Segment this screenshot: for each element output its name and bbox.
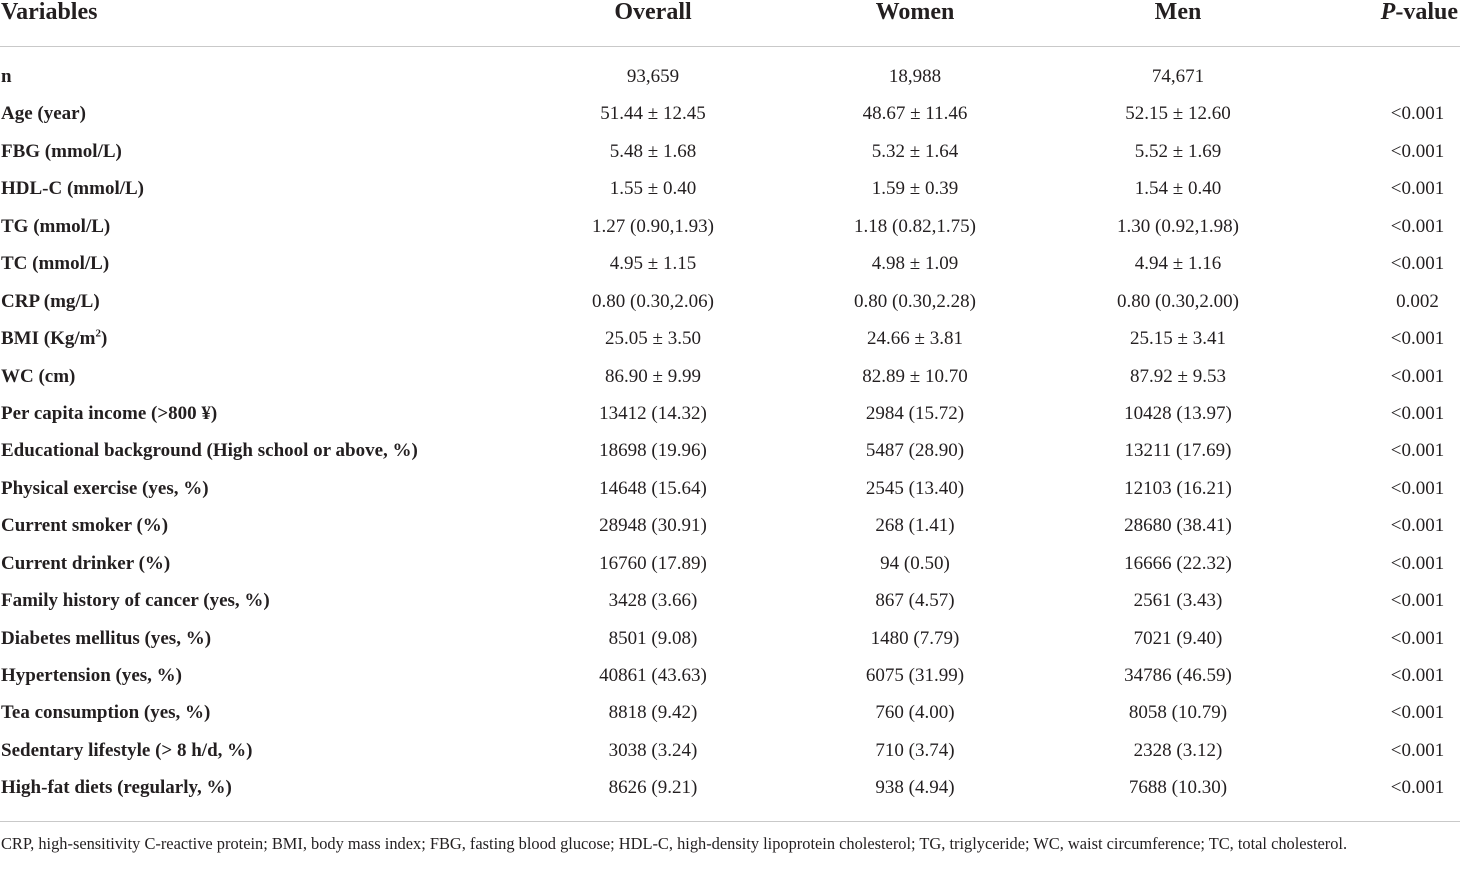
- cell-overall: 18698 (19.96): [599, 440, 707, 462]
- row-label: [1, 664, 182, 688]
- cell-men: 1.30 (0.92,1.98): [1117, 215, 1239, 237]
- cell-p-value: <0.001: [1390, 590, 1445, 612]
- cell-p-value: <0.001: [1390, 440, 1445, 462]
- cell-men: 52.15 ± 12.60: [1125, 103, 1231, 125]
- row-label: [1, 365, 75, 389]
- cell-overall: 16760 (17.89): [599, 552, 707, 574]
- cell-overall: 28948 (30.91): [599, 515, 707, 537]
- row-label-text: CRP (mg/L): [1, 290, 100, 312]
- row-label: [1, 65, 12, 89]
- cell-women: 760 (4.00): [875, 702, 955, 724]
- row-label-text: TG (mmol/L): [1, 215, 111, 237]
- table-row: [0, 433, 1460, 470]
- row-label-superscript: 2: [95, 327, 101, 340]
- row-label-text: HDL-C (mmol/L): [1, 178, 145, 200]
- cell-overall: 4.95 ± 1.15: [609, 253, 697, 275]
- row-label-text: High-fat diets (regularly, %): [1, 777, 232, 799]
- cell-p-value: <0.001: [1390, 140, 1445, 162]
- cell-overall: 8501 (9.08): [608, 627, 698, 649]
- cell-women: 938 (4.94): [875, 777, 955, 799]
- table-header: [0, 0, 1460, 47]
- cell-men: 5.52 ± 1.69: [1134, 140, 1222, 162]
- row-label: [1, 140, 122, 164]
- cell-women: 2984 (15.72): [865, 402, 965, 424]
- table-row: [0, 471, 1460, 508]
- cell-men: 13211 (17.69): [1124, 440, 1232, 462]
- cell-p-value: <0.001: [1390, 215, 1445, 237]
- cell-overall: 40861 (43.63): [599, 665, 707, 686]
- row-label-text: Hypertension (yes, %): [1, 665, 183, 686]
- cell-overall: 0.80 (0.30,2.06): [592, 290, 714, 312]
- table-row: [0, 621, 1460, 658]
- header-overall: Overall: [614, 0, 692, 25]
- cell-men: 25.15 ± 3.41: [1130, 328, 1226, 350]
- cell-women: 268 (1.41): [875, 515, 955, 537]
- cell-p-value: <0.001: [1390, 402, 1445, 424]
- cell-men: 2561 (3.43): [1133, 590, 1223, 612]
- table-body: [0, 59, 1460, 808]
- cell-p-value: <0.001: [1390, 552, 1445, 574]
- row-label: [1, 776, 232, 800]
- table-row: [0, 770, 1460, 807]
- row-label-text: Tea consumption (yes, %): [1, 702, 211, 724]
- cell-p-value: <0.001: [1390, 665, 1445, 686]
- cell-p-value: <0.001: [1390, 777, 1445, 799]
- cell-p-value: <0.001: [1390, 739, 1445, 761]
- row-label: [1, 177, 144, 201]
- cell-men: 7021 (9.40): [1133, 627, 1223, 649]
- row-label: [1, 552, 170, 576]
- row-label: [1, 290, 100, 314]
- cell-overall: 3038 (3.24): [608, 739, 698, 761]
- row-label-end: ): [100, 328, 108, 350]
- row-label-text: BMI (Kg/m: [1, 328, 96, 350]
- row-label: [1, 439, 418, 463]
- cell-p-value: <0.001: [1390, 103, 1445, 125]
- table-row: [0, 321, 1460, 358]
- cell-overall: 14648 (15.64): [599, 477, 707, 499]
- header-men: Men: [1154, 0, 1202, 25]
- cell-men: 4.94 ± 1.16: [1134, 253, 1222, 275]
- row-label: [1, 514, 168, 538]
- cell-women: 5.32 ± 1.64: [871, 140, 959, 162]
- cell-women: 867 (4.57): [875, 590, 955, 612]
- cell-p-value: <0.001: [1390, 627, 1445, 649]
- cell-p-value: <0.001: [1390, 328, 1445, 350]
- table-row: [0, 733, 1460, 770]
- table-row: [0, 134, 1460, 171]
- row-label: [1, 327, 107, 351]
- cell-men: 34786 (46.59): [1124, 665, 1232, 686]
- cell-p-value: <0.001: [1390, 365, 1445, 387]
- row-label-text: Sedentary lifestyle (> 8 h/d, %): [1, 739, 253, 761]
- cell-women: 18,988: [888, 66, 942, 87]
- row-label-text: Per capita income (>800 ¥): [1, 402, 218, 424]
- cell-women: 2545 (13.40): [865, 477, 965, 499]
- cell-men: 16666 (22.32): [1124, 552, 1232, 574]
- table-row: [0, 396, 1460, 433]
- cell-women: 82.89 ± 10.70: [862, 365, 968, 387]
- cell-men: 8058 (10.79): [1128, 702, 1228, 724]
- cell-p-value: <0.001: [1390, 702, 1445, 724]
- cell-overall: 1.27 (0.90,1.93): [592, 215, 714, 237]
- table-row: [0, 59, 1460, 96]
- header-p-italic: P: [1380, 0, 1396, 25]
- header-variables: Variables: [1, 0, 98, 25]
- cell-women: 24.66 ± 3.81: [867, 328, 963, 350]
- cell-women: 6075 (31.99): [865, 665, 965, 686]
- table-bottom-rule: [0, 821, 1460, 822]
- table-row: [0, 359, 1460, 396]
- cell-women: 5487 (28.90): [865, 440, 965, 462]
- cell-p-value: <0.001: [1390, 515, 1445, 537]
- row-label-text: Physical exercise (yes, %): [1, 477, 209, 499]
- row-label-text: n: [1, 66, 12, 87]
- cell-women: 1480 (7.79): [870, 627, 960, 649]
- row-label: [1, 477, 209, 501]
- cell-p-value: <0.001: [1390, 477, 1445, 499]
- cell-men: 0.80 (0.30,2.00): [1117, 290, 1239, 312]
- table-row: [0, 96, 1460, 133]
- cell-women: 710 (3.74): [875, 739, 955, 761]
- header-women: Women: [875, 0, 955, 25]
- row-label: [1, 701, 210, 725]
- cell-overall: 13412 (14.32): [599, 402, 707, 424]
- cell-p-value: 0.002: [1396, 290, 1439, 312]
- cell-men: 2328 (3.12): [1133, 739, 1223, 761]
- header-p-value: [1381, 0, 1458, 25]
- cell-men: 1.54 ± 0.40: [1134, 178, 1222, 200]
- row-label: [1, 402, 217, 426]
- cell-men: 28680 (38.41): [1124, 515, 1232, 537]
- cell-women: 94 (0.50): [880, 552, 950, 574]
- cell-overall: 25.05 ± 3.50: [605, 328, 701, 350]
- table-footnote: CRP, high-sensitivity C-reactive protein; BMI, body mass index; FBG, fasting blood glucose; HDL-C, high-density lipoprotein cholesterol; TG, triglyceride; WC, waist circumference; TC, total cholesterol.: [1, 834, 1348, 853]
- row-label-text: Educational background (High school or above, %): [1, 440, 418, 462]
- row-label-text: Current smoker (%): [1, 515, 169, 537]
- row-label-text: Family history of cancer (yes, %): [1, 590, 270, 612]
- table-row: [0, 546, 1460, 583]
- row-label-text: WC (cm): [1, 365, 76, 387]
- cell-men: 12103 (16.21): [1124, 477, 1232, 499]
- row-label: [1, 627, 211, 651]
- row-label: [1, 739, 252, 763]
- row-label: [1, 102, 86, 126]
- table-row: [0, 171, 1460, 208]
- cell-men: 7688 (10.30): [1128, 777, 1228, 799]
- cell-overall: 8626 (9.21): [608, 777, 698, 799]
- cell-overall: 3428 (3.66): [608, 590, 698, 612]
- cell-overall: 8818 (9.42): [608, 702, 698, 724]
- cell-overall: 1.55 ± 0.40: [609, 178, 697, 200]
- cell-women: 4.98 ± 1.09: [871, 253, 959, 275]
- row-label-text: TC (mmol/L): [1, 253, 110, 275]
- row-label: [1, 252, 109, 276]
- table-row: [0, 246, 1460, 283]
- header-p-rest: -value: [1395, 0, 1458, 25]
- row-label: [1, 215, 110, 239]
- cell-p-value: <0.001: [1390, 253, 1445, 275]
- cell-men: 87.92 ± 9.53: [1130, 365, 1226, 387]
- cell-overall: 5.48 ± 1.68: [609, 140, 697, 162]
- table-row: [0, 284, 1460, 321]
- cell-women: 0.80 (0.30,2.28): [854, 290, 976, 312]
- row-label-text: Current drinker (%): [1, 552, 171, 574]
- cell-men: 10428 (13.97): [1124, 402, 1232, 424]
- table-row: [0, 658, 1460, 695]
- row-label-text: Age (year): [1, 103, 86, 125]
- cell-overall: 86.90 ± 9.99: [605, 365, 701, 387]
- table-row: [0, 209, 1460, 246]
- cell-women: 48.67 ± 11.46: [862, 103, 968, 125]
- cell-men: 74,671: [1151, 66, 1205, 87]
- table-row: [0, 695, 1460, 732]
- table-row: [0, 508, 1460, 545]
- cell-overall: 51.44 ± 12.45: [600, 103, 706, 125]
- cell-overall: 93,659: [626, 66, 680, 87]
- row-label-text: FBG (mmol/L): [1, 140, 122, 162]
- cell-women: 1.18 (0.82,1.75): [854, 215, 976, 237]
- cell-women: 1.59 ± 0.39: [871, 178, 959, 200]
- cell-p-value: <0.001: [1390, 178, 1445, 200]
- row-label-text: Diabetes mellitus (yes, %): [1, 627, 212, 649]
- row-label: [1, 589, 270, 613]
- table-row: [0, 583, 1460, 620]
